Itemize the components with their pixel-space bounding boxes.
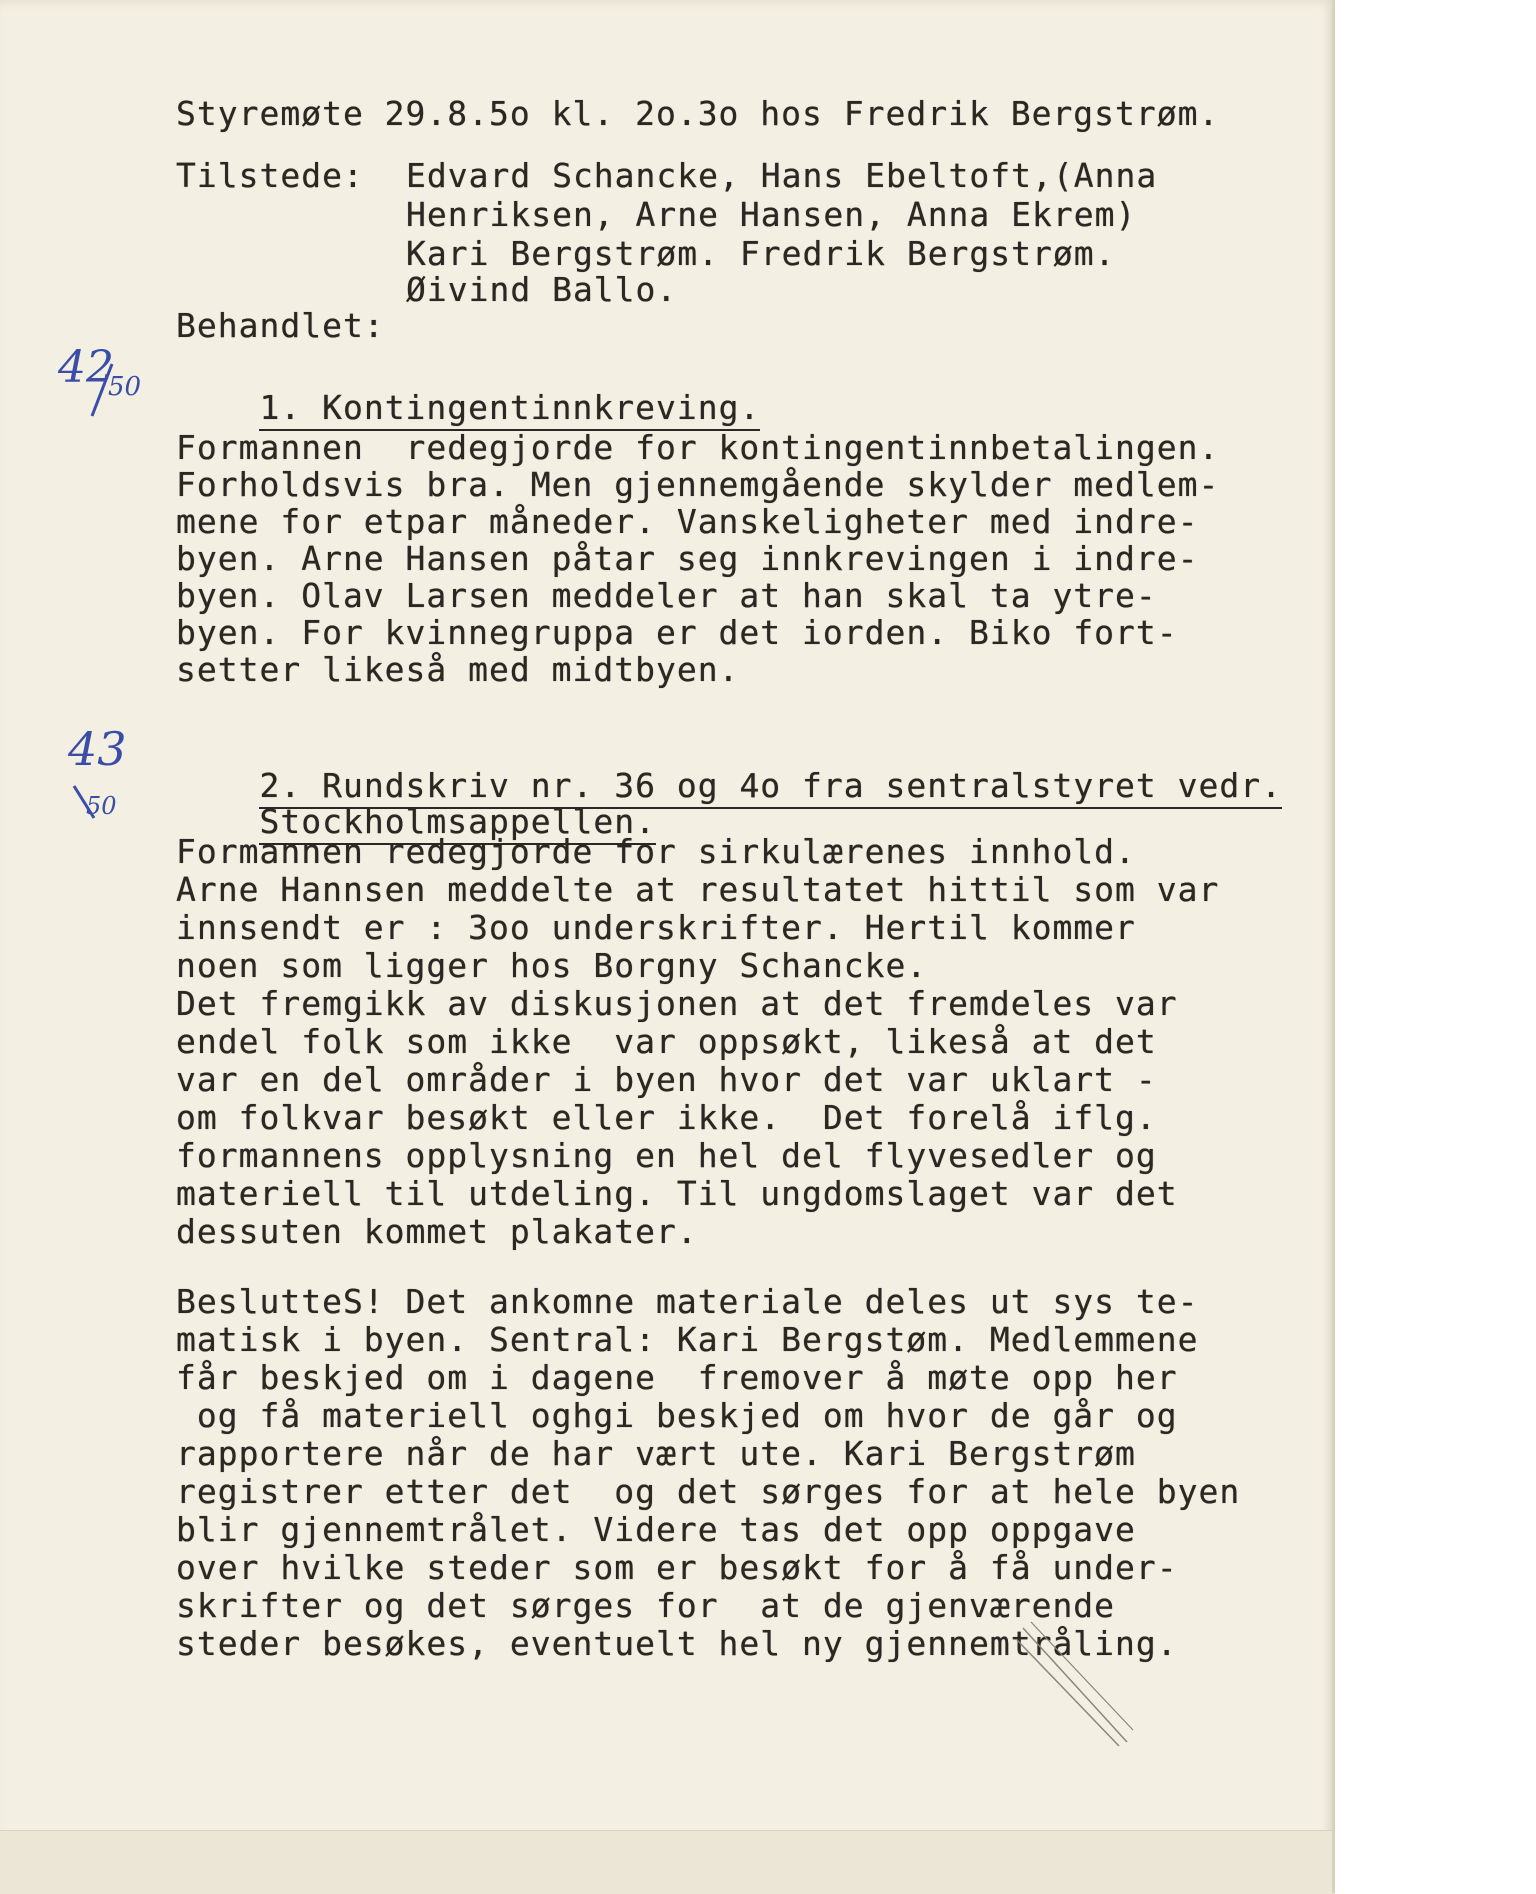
paragraph-line: noen som ligger hos Borgny Schancke. <box>176 946 928 985</box>
present-line: Kari Bergstrøm. Fredrik Bergstrøm. <box>406 234 1116 273</box>
margin-note-year: 50 <box>108 372 142 402</box>
paragraph-line: BeslutteS! Det ankomne materiale deles ut sys te- <box>176 1282 1199 1321</box>
pencil-scribble <box>1015 1620 1135 1750</box>
paragraph-line: blir gjennemtrålet. Videre tas det opp oppgave <box>176 1510 1136 1549</box>
paragraph-line: var en del områder i byen hvor det var uklart - <box>176 1060 1157 1099</box>
paragraph-line: setter likeså med midtbyen. <box>176 650 740 689</box>
margin-note-number: 42 <box>58 342 114 393</box>
paper-fold <box>0 1830 1335 1894</box>
paragraph-line: Forholdsvis bra. Men gjennemgående skylder medlem- <box>176 465 1220 504</box>
paragraph-line: får beskjed om i dagene fremover å møte opp her <box>176 1358 1178 1397</box>
paragraph-line: skrifter og det sørges for at de gjenværende <box>176 1586 1116 1625</box>
paragraph-line: over hvilke steder som er besøkt for å få under- <box>176 1548 1178 1587</box>
treated-label: Behandlet: <box>176 306 385 345</box>
paragraph-line: Det fremgikk av diskusjonen at det fremdeles var <box>176 984 1178 1023</box>
paragraph-line: byen. For kvinnegruppa er det iorden. Biko fort- <box>176 613 1178 652</box>
paragraph-line: innsendt er : 3oo underskrifter. Hertil kommer <box>176 908 1136 947</box>
paragraph-line: formannens opplysning en hel del flyvesedler og <box>176 1136 1157 1175</box>
paragraph-line: byen. Arne Hansen påtar seg innkrevingen i indre- <box>176 539 1199 578</box>
paragraph-line: matisk i byen. Sentral: Kari Bergstøm. Medlemmene <box>176 1320 1199 1359</box>
meeting-title: Styremøte 29.8.5o kl. 2o.3o hos Fredrik Bergstrøm. <box>176 94 1220 133</box>
present-label: Tilstede: <box>176 156 364 195</box>
present-line: Øivind Ballo. <box>406 270 678 309</box>
paragraph-line: Arne Hannsen meddelte at resultatet hittil som var <box>176 870 1220 909</box>
paragraph-line: mene for etpar måneder. Vanskeligheter med indre- <box>176 502 1199 541</box>
section-heading-text: Stockholmsappellen. <box>259 802 656 845</box>
paragraph-line: Formannen redegjorde for sirkulærenes innhold. <box>176 832 1136 871</box>
section-heading-text: 2. Rundskriv nr. 36 og 4o fra sentralstyret vedr. <box>259 766 1282 809</box>
paragraph-line: endel folk som ikke var oppsøkt, likeså at det <box>176 1022 1157 1061</box>
paragraph-line: byen. Olav Larsen meddeler at han skal ta ytre- <box>176 576 1157 615</box>
paragraph-line: materiell til utdeling. Til ungdomslaget var det <box>176 1174 1178 1213</box>
paragraph-line: dessuten kommet plakater. <box>176 1212 698 1251</box>
paragraph-line: registrer etter det og det sørges for at hele byen <box>176 1472 1241 1511</box>
margin-note-number: 43 <box>68 722 127 776</box>
paragraph-line: rapportere når de har vært ute. Kari Bergstrøm <box>176 1434 1136 1473</box>
paragraph-line: steder besøkes, eventuelt hel ny gjennemtråling. <box>176 1624 1178 1663</box>
present-line: Henriksen, Arne Hansen, Anna Ekrem) <box>406 195 1137 234</box>
present-line: Edvard Schancke, Hans Ebeltoft,(Anna <box>406 156 1158 195</box>
paragraph-line: og få materiell oghgi beskjed om hvor de går og <box>176 1396 1178 1435</box>
paragraph-line: om folkvar besøkt eller ikke. Det forelå iflg. <box>176 1098 1157 1137</box>
section-heading-text: 1. Kontingentinnkreving. <box>259 388 760 431</box>
margin-note-year: 50 <box>86 792 117 820</box>
paragraph-line: Formannen redegjorde for kontingentinnbetalingen. <box>176 428 1220 467</box>
